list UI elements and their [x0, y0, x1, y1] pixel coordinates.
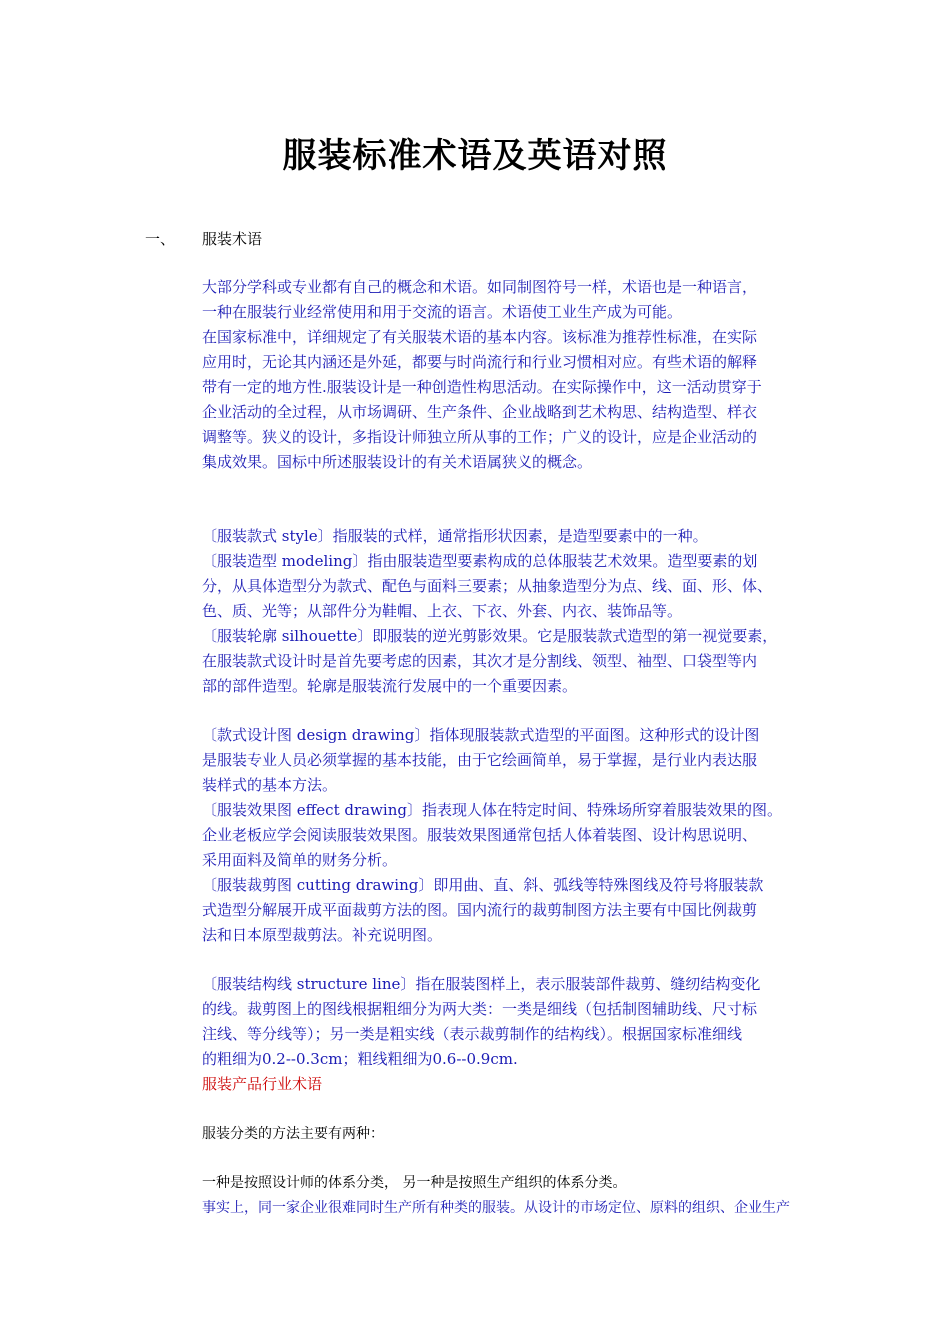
- terms-style-block: [202, 524, 822, 699]
- text-line: 色、质、光等；从部件分为鞋帽、上衣、下衣、外套、内衣、装饰品等。: [202, 602, 683, 620]
- classification-intro: 服装分类的方法主要有两种：: [202, 1126, 384, 1142]
- text-line: 部的部件造型。轮廓是服装流行发展中的一个重要因素。: [202, 677, 578, 695]
- text-line: 〔服装造型 modeling〕指由服装造型要素构成的总体服装艺术效果。造型要素的划: [202, 552, 758, 570]
- text-line: 带有一定的地方性.服装设计是一种创造性构思活动。在实际操作中，这一活动贯穿于: [202, 378, 762, 396]
- text-line: 在国家标准中，详细规定了有关服装术语的基本内容。该标准为推荐性标准，在实际: [202, 328, 758, 346]
- terms-structure-block: [202, 972, 822, 1097]
- text-line: 式造型分解展开成平面裁剪方法的图。国内流行的裁剪制图方法主要有中国比例裁剪: [202, 901, 758, 919]
- intro-paragraph: [202, 275, 822, 475]
- text-line: 的粗细为0.2--0.3cm；粗线粗细为0.6--0.9cm.: [202, 1050, 518, 1068]
- text-line: 在服装款式设计时是首先要考虑的因素，其次才是分割线、领型、袖型、口袋型等内: [202, 652, 758, 670]
- text-line: 〔服装裁剪图 cutting drawing〕即用曲、直、斜、弧线等特殊图线及符号将服装款: [202, 876, 764, 894]
- subheading-industry-terms: 服装产品行业术语: [202, 1075, 323, 1093]
- section-heading: [145, 228, 262, 249]
- section-title: 服装术语: [202, 230, 263, 248]
- text-line: 一种是按照设计师的体系分类， 另一种是按照生产组织的体系分类。: [202, 1175, 627, 1191]
- text-line: 〔款式设计图 design drawing〕指体现服装款式造型的平面图。这种形式的设计图: [202, 726, 760, 744]
- text-line: 〔服装款式 style〕指服装的式样，通常指形状因素，是造型要素中的一种。: [202, 527, 708, 545]
- document-title: 服装标准术语及英语对照: [282, 136, 668, 176]
- section-number: 一、: [145, 230, 176, 248]
- text-line: 装样式的基本方法。: [202, 776, 338, 794]
- text-line: 〔服装效果图 effect drawing〕指表现人体在特定时间、特殊场所穿着服装效果的图。: [202, 801, 782, 819]
- text-line: 注线、等分线等）；另一类是粗实线（表示裁剪制作的结构线）。根据国家标准细线: [202, 1025, 743, 1043]
- text-line: 的线。裁剪图上的图线根据粗细分为两大类：一类是细线（包括制图辅助线、尺寸标: [202, 1000, 758, 1018]
- text-line: 调整等。狭义的设计，多指设计师独立所从事的工作；广义的设计，应是企业活动的: [202, 428, 758, 446]
- text-line: 企业活动的全过程，从市场调研、生产条件、企业战略到艺术构思、结构造型、样衣: [202, 403, 758, 421]
- text-line: 〔服装轮廓 silhouette〕即服装的逆光剪影效果。它是服装款式造型的第一视觉要素，: [202, 627, 778, 645]
- text-line: 法和日本原型裁剪法。补充说明图。: [202, 926, 443, 944]
- text-line: 分，从具体造型分为款式、配色与面料三要素；从抽象造型分为点、线、面、形、体、: [202, 577, 773, 595]
- text-line: 集成效果。国标中所述服装设计的有关术语属狭义的概念。: [202, 453, 593, 471]
- text-line: 一种在服装行业经常使用和用于交流的语言。术语使工业生产成为可能。: [202, 303, 683, 321]
- text-line: 企业老板应学会阅读服装效果图。服装效果图通常包括人体着装图、设计构思说明、: [202, 826, 758, 844]
- text-line: 采用面料及简单的财务分析。: [202, 851, 398, 869]
- text-line: 是服装专业人员必须掌握的基本技能，由于它绘画简单，易于掌握，是行业内表达服: [202, 751, 758, 769]
- text-line: 事实上，同一家企业很难同时生产所有种类的服装。从设计的市场定位、原料的组织、企业生产: [202, 1200, 790, 1216]
- text-line: 应用时，无论其内涵还是外延，都要与时尚流行和行业习惯相对应。有些术语的解释: [202, 353, 758, 371]
- terms-drawing-block: [202, 723, 822, 948]
- classification-block: [202, 1171, 822, 1221]
- text-line: 〔服装结构线 structure line〕指在服装图样上，表示服装部件裁剪、缝纫结构变化: [202, 975, 761, 993]
- text-line: 大部分学科或专业都有自己的概念和术语。如同制图符号一样，术语也是一种语言，: [202, 278, 758, 296]
